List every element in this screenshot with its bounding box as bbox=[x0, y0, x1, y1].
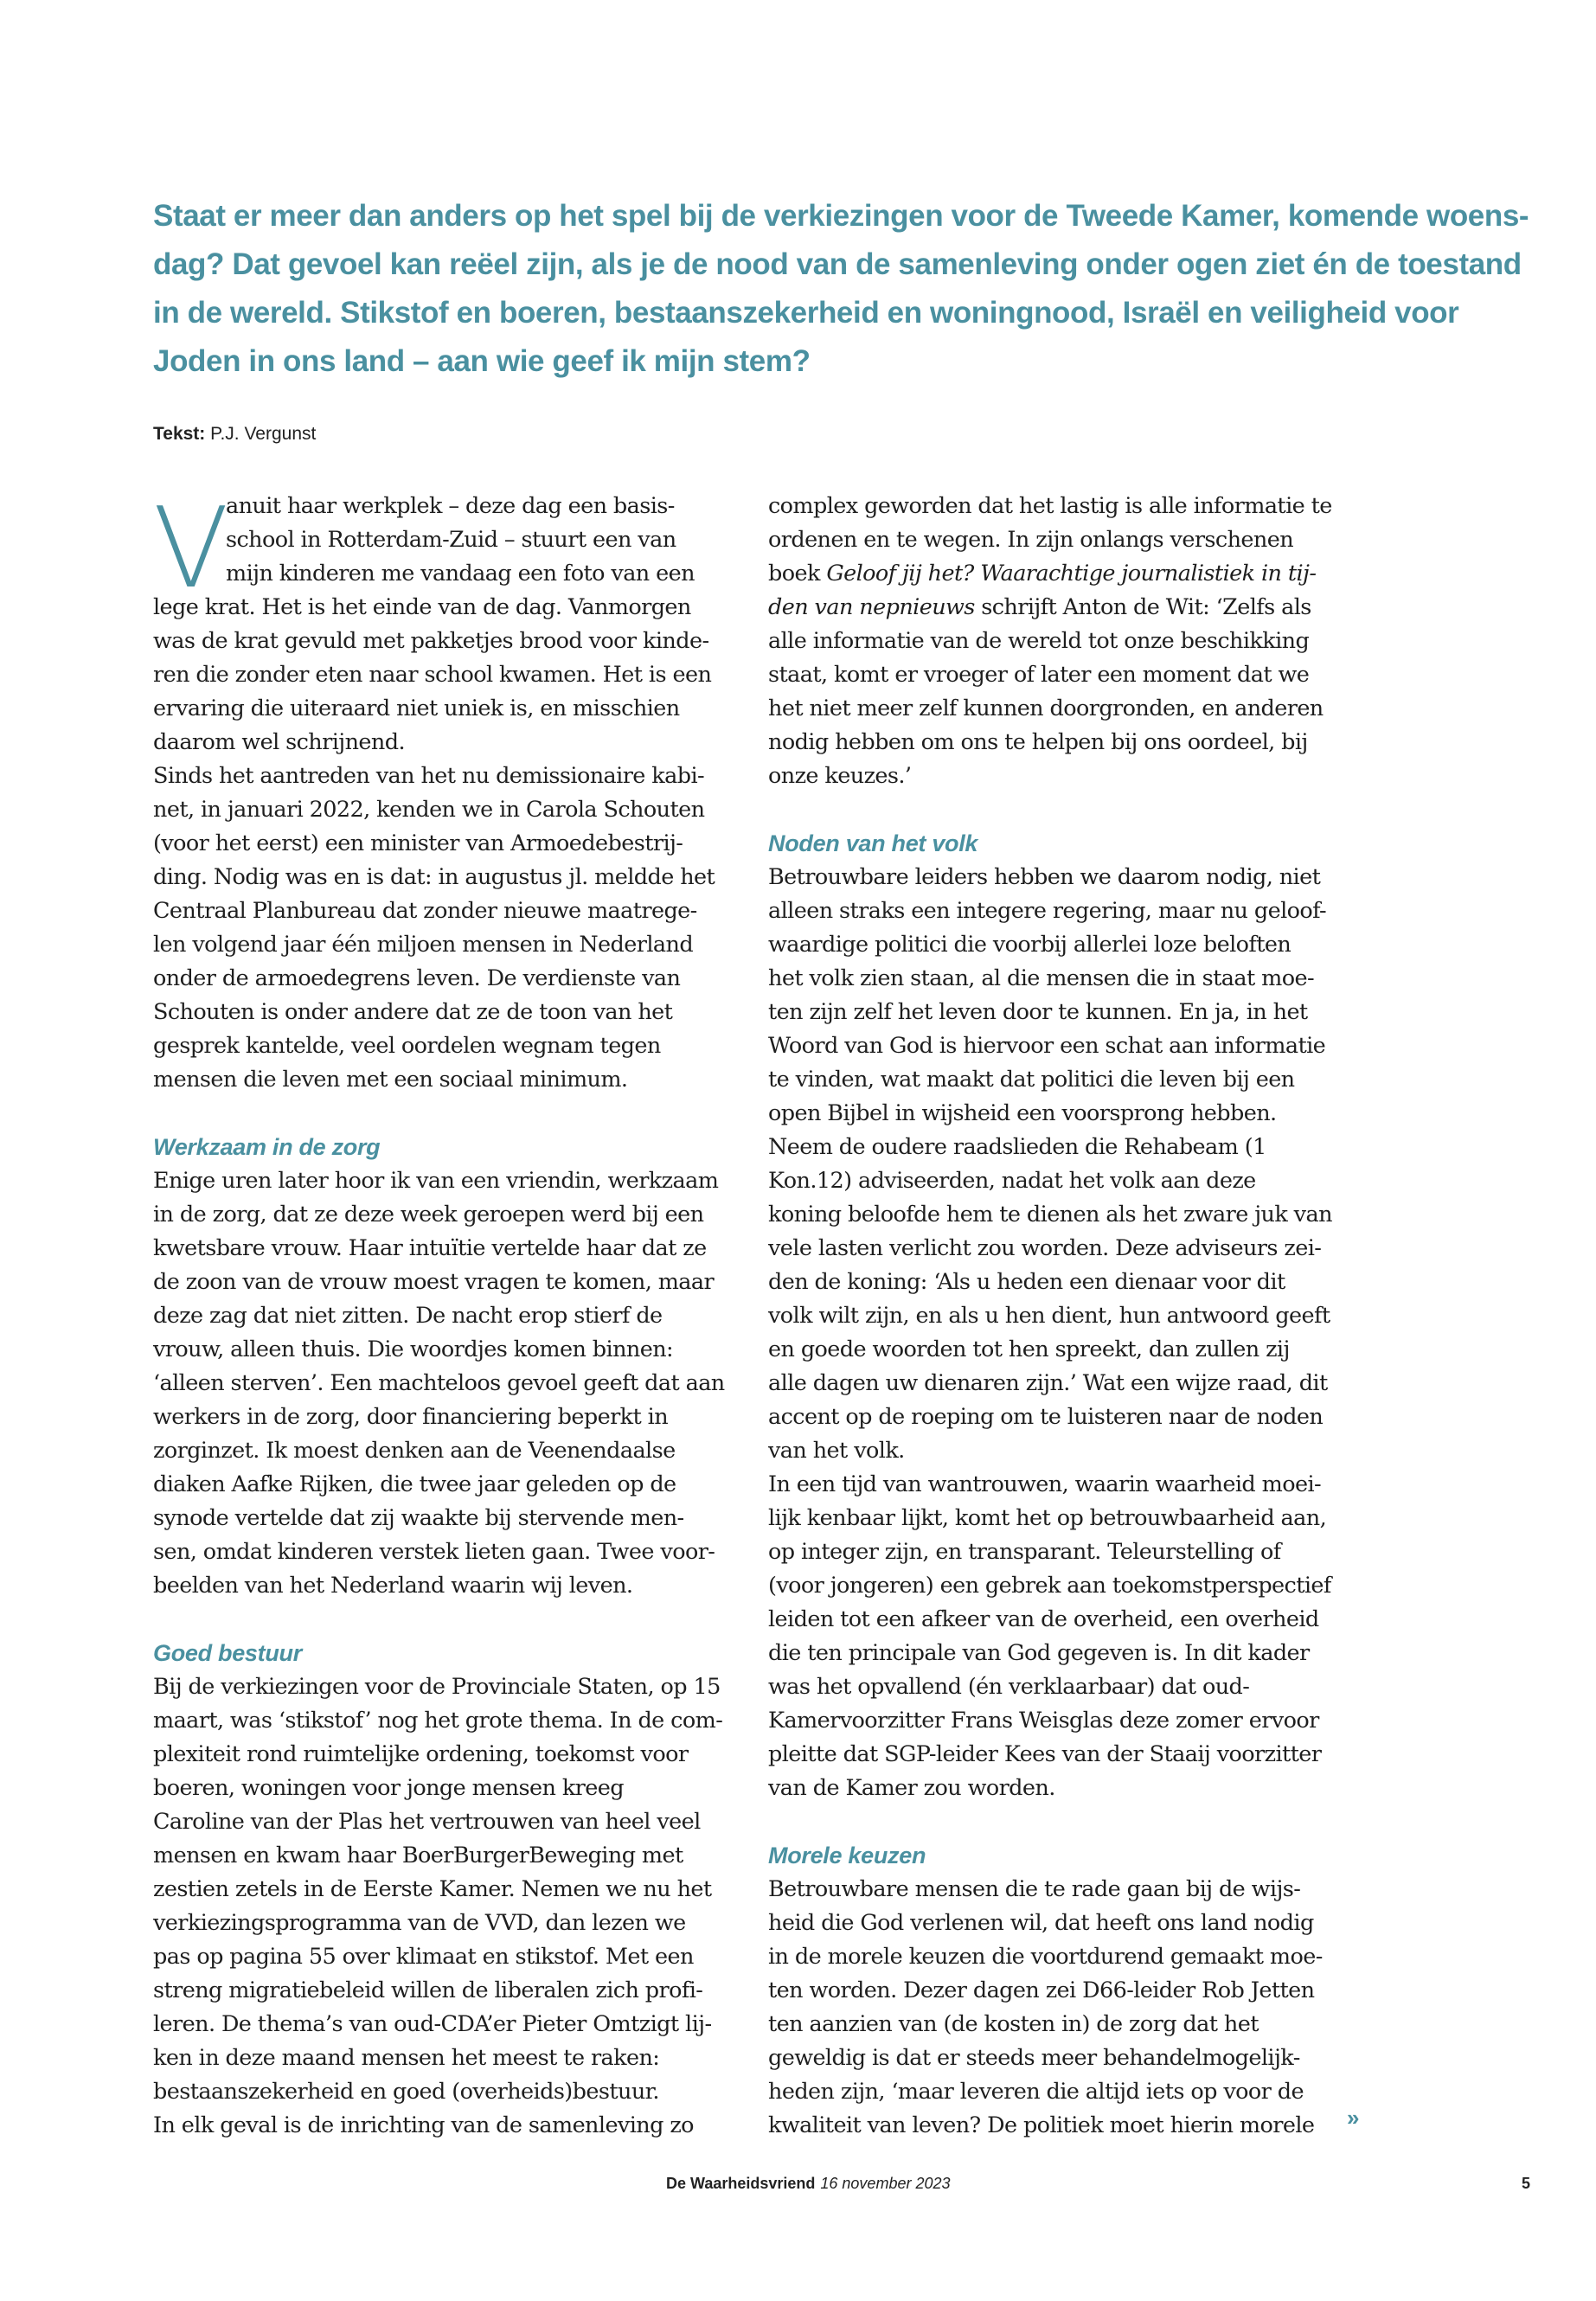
publication-name: De Waarheidsvriend bbox=[666, 2175, 816, 2192]
intro-lead bbox=[153, 192, 1529, 386]
text-line: leiden tot een afkeer van de overheid, een overheid bbox=[768, 1606, 1319, 1632]
text-line: alle dagen uw dienaren zijn.’ Wat een wijze raad, dit bbox=[768, 1370, 1328, 1396]
text-line: In elk geval is de inrichting van de samenleving zo bbox=[153, 2112, 694, 2138]
text-line: kwaliteit van leven? De politiek moet hierin morele bbox=[768, 2112, 1315, 2138]
text-line: gesprek kantelde, veel oordelen wegnam tegen bbox=[153, 1033, 661, 1059]
text-line: net, in januari 2022, kenden we in Carola Schouten bbox=[153, 797, 705, 823]
paragraph bbox=[768, 490, 1374, 793]
text-line: mensen die leven met een sociaal minimum. bbox=[153, 1067, 628, 1093]
text-line: ordenen en te wegen. In zijn onlangs verschenen bbox=[768, 527, 1294, 553]
text-line bbox=[768, 591, 1374, 625]
text-line: ten zijn zelf het leven door te kunnen. En ja, in het bbox=[768, 999, 1308, 1025]
text-line: ‘alleen sterven’. Een machteloos gevoel geeft dat aan bbox=[153, 1370, 725, 1396]
page-number: 5 bbox=[1522, 2175, 1531, 2192]
text-line: daarom wel schrijnend. bbox=[153, 729, 405, 755]
byline-label: Tekst: bbox=[153, 424, 206, 444]
text-line: die ten principale van God gegeven is. In dit kader bbox=[768, 1640, 1310, 1666]
text-line: werkers in de zorg, door financiering beperkt in bbox=[153, 1404, 669, 1430]
section-heading: Morele keuzen bbox=[768, 1843, 926, 1868]
text-line: ren die zonder eten naar school kwamen. Het is een bbox=[153, 662, 712, 688]
text-line: ken in deze maand mensen het meest te raken: bbox=[153, 2045, 660, 2071]
text-line: ten worden. Dezer dagen zei D66-leider Rob Jetten bbox=[768, 1977, 1315, 2003]
text-line: in de zorg, dat ze deze week geroepen werd bij een bbox=[153, 1202, 704, 1227]
text-line: maart, was ‘stikstof’ nog het grote thema. In de com- bbox=[153, 1708, 723, 1734]
issue-date: 16 november 2023 bbox=[820, 2175, 951, 2192]
text-line: was de krat gevuld met pakketjes brood voor kinde- bbox=[153, 628, 709, 654]
text-line: anuit haar werkplek – deze dag een basis- bbox=[226, 493, 675, 519]
text-line: Centraal Planbureau dat zonder nieuwe maatrege- bbox=[153, 898, 697, 924]
text-line: te vinden, wat maakt dat politici die leven bij een bbox=[768, 1067, 1295, 1093]
text-line: geweldig is dat er steeds meer behandelmogelijk- bbox=[768, 2045, 1300, 2071]
paragraph bbox=[768, 1873, 1374, 2143]
text-line: diaken Aafke Rijken, die twee jaar geleden op de bbox=[153, 1471, 676, 1497]
text-line: staat, komt er vroeger of later een moment dat we bbox=[768, 662, 1310, 688]
text-line: beelden van het Nederland waarin wij leven. bbox=[153, 1573, 633, 1599]
text-line: van het volk. bbox=[768, 1438, 905, 1464]
text-line: zestien zetels in de Eerste Kamer. Nemen we nu het bbox=[153, 1876, 712, 1902]
text-line: Caroline van der Plas het vertrouwen van heel veel bbox=[153, 1809, 701, 1835]
text-line: (voor het eerst) een minister van Armoedebestrij- bbox=[153, 830, 683, 856]
text-line: (voor jongeren) een gebrek aan toekomstperspectief bbox=[768, 1573, 1331, 1599]
section-heading: Noden van het volk bbox=[768, 830, 978, 856]
text-line: was het opvallend (én verklaarbaar) dat oud- bbox=[768, 1674, 1250, 1700]
intro-line: Joden in ons land – aan wie geef ik mijn stem? bbox=[153, 344, 811, 378]
text-line: Kon.12) adviseerden, nadat het volk aan deze bbox=[768, 1168, 1256, 1194]
text-line: waardige politici die voorbij allerlei loze beloften bbox=[768, 932, 1292, 958]
text-line: in de morele keuzen die voortdurend gemaakt moe- bbox=[768, 1944, 1323, 1970]
text-line bbox=[768, 557, 1374, 591]
section-heading: Werkzaam in de zorg bbox=[153, 1134, 381, 1160]
page-footer bbox=[666, 2175, 951, 2193]
intro-line: Staat er meer dan anders op het spel bij de verkiezingen voor de Tweede Kamer, komende woens- bbox=[153, 199, 1529, 233]
text-line: Sinds het aantreden van het nu demissionaire kabi- bbox=[153, 763, 705, 789]
text-line: lege krat. Het is het einde van de dag. Vanmorgen bbox=[153, 594, 691, 620]
text-line: open Bijbel in wijsheid een voorsprong hebben. bbox=[768, 1100, 1277, 1126]
text-line: op integer zijn, en transparant. Teleurstelling of bbox=[768, 1539, 1281, 1565]
text-line: vrouw, alleen thuis. Die woordjes komen binnen: bbox=[153, 1336, 674, 1362]
text-line: koning beloofde hem te dienen als het zware juk van bbox=[768, 1202, 1332, 1227]
book-title: Geloof jij het? Waarachtige journalistiek in tij- bbox=[826, 561, 1317, 586]
text-line: van de Kamer zou worden. bbox=[768, 1775, 1055, 1801]
left-column bbox=[153, 484, 733, 2143]
byline bbox=[153, 424, 316, 445]
paragraph bbox=[153, 591, 733, 1097]
paragraph bbox=[768, 861, 1374, 1805]
text-line: Neem de oudere raadslieden die Rehabeam (1 bbox=[768, 1134, 1266, 1160]
text-line: accent op de roeping om te luisteren naar de noden bbox=[768, 1404, 1324, 1430]
text-line: de zoon van de vrouw moest vragen te komen, maar bbox=[153, 1269, 715, 1295]
text-line: den de koning: ‘Als u heden een dienaar voor dit bbox=[768, 1269, 1285, 1295]
text-line: het volk zien staan, al die mensen die in staat moe- bbox=[768, 965, 1314, 991]
text-line: nodig hebben om ons te helpen bij ons oordeel, bij bbox=[768, 729, 1308, 755]
text-line: heid die God verlenen wil, dat heeft ons land nodig bbox=[768, 1910, 1314, 1936]
text-line: Betrouwbare mensen die te rade gaan bij de wijs- bbox=[768, 1876, 1301, 1902]
text-line: streng migratiebeleid willen de liberalen zich profi- bbox=[153, 1977, 703, 2003]
text-line: complex geworden dat het lastig is alle informatie te bbox=[768, 493, 1332, 519]
text-line: onze keuzes.’ bbox=[768, 763, 912, 789]
intro-line: in de wereld. Stikstof en boeren, bestaanszekerheid en woningnood, Israël en veiligheid voor bbox=[153, 296, 1459, 330]
text-line: en goede woorden tot hen spreekt, dan zullen zij bbox=[768, 1336, 1290, 1362]
right-column bbox=[768, 490, 1374, 2143]
text-line: volk wilt zijn, en als u hen dient, hun antwoord geeft bbox=[768, 1303, 1330, 1329]
text-line: mijn kinderen me vandaag een foto van een bbox=[226, 561, 695, 586]
text-line: synode vertelde dat zij waakte bij stervende men- bbox=[153, 1505, 684, 1531]
byline-author: P.J. Vergunst bbox=[210, 424, 317, 444]
text-line: ding. Nodig was en is dat: in augustus jl. meldde het bbox=[153, 864, 715, 890]
text-line: In een tijd van wantrouwen, waarin waarheid moei- bbox=[768, 1471, 1322, 1497]
book-title: den van nepnieuws bbox=[768, 594, 975, 620]
text-line: Kamervoorzitter Frans Weisglas deze zomer ervoor bbox=[768, 1708, 1319, 1734]
text-line: bestaanszekerheid en goed (overheids)bestuur. bbox=[153, 2079, 659, 2105]
text-line: verkiezingsprogramma van de VVD, dan lezen we bbox=[153, 1910, 686, 1936]
continue-arrow-icon: » bbox=[1347, 2105, 1360, 2131]
text-line: kwetsbare vrouw. Haar intuïtie vertelde haar dat ze bbox=[153, 1235, 707, 1261]
text-line: boeren, woningen voor jonge mensen kreeg bbox=[153, 1775, 624, 1801]
intro-line: dag? Dat gevoel kan reëel zijn, als je de nood van de samenleving onder ogen ziet én de toestand bbox=[153, 247, 1522, 281]
text-line: pleitte dat SGP-leider Kees van der Staaij voorzitter bbox=[768, 1741, 1322, 1767]
text-line: mensen en kwam haar BoerBurgerBeweging met bbox=[153, 1843, 683, 1868]
paragraph bbox=[153, 1164, 733, 1603]
text-line: Schouten is onder andere dat ze de toon van het bbox=[153, 999, 673, 1025]
text-line: leren. De thema’s van oud-CDA’er Pieter Omtzigt lij- bbox=[153, 2011, 712, 2037]
text-line: Betrouwbare leiders hebben we daarom nodig, niet bbox=[768, 864, 1321, 890]
text-line: heden zijn, ‘maar leveren die altijd iets op voor de bbox=[768, 2079, 1304, 2105]
drop-cap: V bbox=[153, 484, 229, 613]
text-line: pas op pagina 55 over klimaat en stikstof. Met een bbox=[153, 1944, 694, 1970]
text-line: Woord van God is hiervoor een schat aan informatie bbox=[768, 1033, 1326, 1059]
text-line: len volgend jaar één miljoen mensen in Nederland bbox=[153, 932, 694, 958]
text-line: zorginzet. Ik moest denken aan de Veenendaalse bbox=[153, 1438, 676, 1464]
text-line: het niet meer zelf kunnen doorgronden, en anderen bbox=[768, 695, 1324, 721]
text-fragment: boek bbox=[768, 561, 827, 586]
text-fragment: schrijft Anton de Wit: ‘Zelfs als bbox=[974, 594, 1311, 620]
text-line: Enige uren later hoor ik van een vriendin, werkzaam bbox=[153, 1168, 719, 1194]
text-line: alleen straks een integere regering, maar nu geloof- bbox=[768, 898, 1327, 924]
text-line: sen, omdat kinderen verstek lieten gaan. Twee voor- bbox=[153, 1539, 715, 1565]
text-line: school in Rotterdam-Zuid – stuurt een van bbox=[226, 527, 676, 553]
text-line: onder de armoedegrens leven. De verdienste van bbox=[153, 965, 681, 991]
text-line: plexiteit rond ruimtelijke ordening, toekomst voor bbox=[153, 1741, 689, 1767]
text-line: ten aanzien van (de kosten in) de zorg dat het bbox=[768, 2011, 1259, 2037]
text-line: deze zag dat niet zitten. De nacht erop stierf de bbox=[153, 1303, 663, 1329]
dropcap-lines bbox=[153, 490, 733, 591]
text-line: Bij de verkiezingen voor de Provinciale Staten, op 15 bbox=[153, 1674, 721, 1700]
text-line: lijk kenbaar lijkt, komt het op betrouwbaarheid aan, bbox=[768, 1505, 1327, 1531]
section-heading: Goed bestuur bbox=[153, 1640, 302, 1666]
text-line: alle informatie van de wereld tot onze beschikking bbox=[768, 628, 1310, 654]
text-line: ervaring die uiteraard niet uniek is, en misschien bbox=[153, 695, 680, 721]
paragraph bbox=[153, 1670, 733, 2143]
text-line: vele lasten verlicht zou worden. Deze adviseurs zei- bbox=[768, 1235, 1322, 1261]
